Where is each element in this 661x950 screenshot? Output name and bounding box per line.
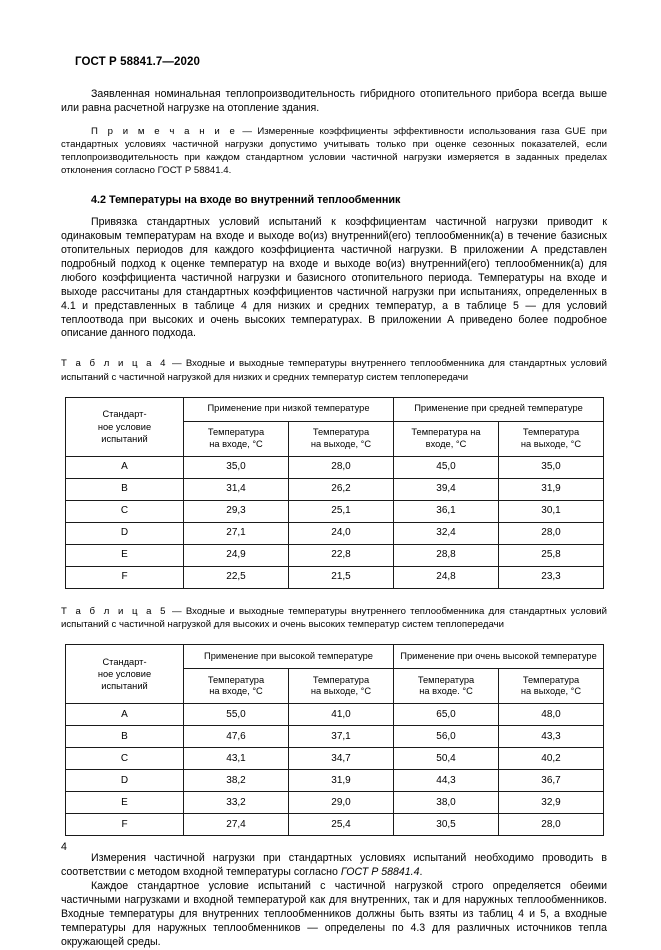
table5-group-header-high: Применение при высокой температуре: [184, 645, 394, 669]
table5-sub-1-line2: на выходе, °С: [310, 686, 372, 697]
table4-row1-condition: B: [66, 478, 184, 500]
table5-row5-condition: F: [66, 814, 184, 836]
table4-row0-col0: 35,0: [184, 456, 289, 478]
table5-sub-0-line1: Температура: [207, 674, 265, 685]
table-row: [66, 704, 604, 726]
table4-row5-col2: 24,8: [394, 566, 499, 588]
table4-row3-col1: 24,0: [289, 522, 394, 544]
table4-sub-2-line1: Температура на: [411, 427, 481, 438]
table5-caption: [61, 605, 607, 631]
table5-row1-col2: 56,0: [394, 726, 499, 748]
table4-stub-line3: испытаний: [101, 433, 148, 444]
table-row: [66, 522, 604, 544]
table4-group-header-row: [66, 397, 604, 421]
table4-row3-condition: D: [66, 522, 184, 544]
table4-caption-label: Т а б л и ц а 4: [61, 358, 168, 370]
table5-sub-header-3: [499, 669, 604, 704]
intro-paragraph: Заявленная номинальная теплопроизводительность гибридного отопительного прибора всегда выше или равна расчетной нагрузке на отопление здания.: [61, 88, 607, 114]
table5-sub-2-line1: Температура: [417, 674, 475, 685]
table4-row1-col2: 39,4: [394, 478, 499, 500]
table5-sub-header-2: [394, 669, 499, 704]
note-dash: —: [237, 125, 258, 137]
table4-row5-col3: 23,3: [499, 566, 604, 588]
table4-row1-col3: 31,9: [499, 478, 604, 500]
table4-row5-col0: 22,5: [184, 566, 289, 588]
closing-p1-after: .: [419, 866, 423, 879]
table4-sub-0-line2: на входе, °С: [209, 438, 263, 449]
table5-row0-col2: 65,0: [394, 704, 499, 726]
table5-row2-condition: C: [66, 748, 184, 770]
closing-p1-before: Измерения частичной нагрузки при стандартных условиях испытаний необходимо проводить в соответствии с методом входной температуры согласно: [61, 852, 607, 879]
table4-sub-1-line1: Температура: [312, 427, 370, 438]
table5-row3-col3: 36,7: [499, 770, 604, 792]
note-label: П р и м е ч а н и е: [91, 125, 238, 137]
table5-group-header-row: [66, 645, 604, 669]
table4-row2-col1: 25,1: [289, 500, 394, 522]
table5-row5-col0: 27,4: [184, 814, 289, 836]
table-row: [66, 456, 604, 478]
table-4: [65, 397, 604, 589]
table-row: [66, 566, 604, 588]
table4-row2-col3: 30,1: [499, 500, 604, 522]
page-number: 4: [61, 841, 67, 853]
table-5: [65, 644, 604, 836]
table4-stub-line1: Стандарт-: [102, 409, 147, 420]
note-paragraph: [61, 125, 607, 177]
table4-row4-condition: E: [66, 544, 184, 566]
table5-row2-col2: 50,4: [394, 748, 499, 770]
table4-sub-1-line2: на выходе, °С: [310, 438, 372, 449]
table5-row4-col2: 38,0: [394, 792, 499, 814]
table5-row5-col3: 28,0: [499, 814, 604, 836]
table4-sub-header-3: [499, 421, 604, 456]
table5-row0-condition: A: [66, 704, 184, 726]
table4-group-header-mid: Применение при средней температуре: [394, 397, 604, 421]
table4-caption-dash: —: [167, 358, 186, 370]
table5-row4-condition: E: [66, 792, 184, 814]
table-row: [66, 726, 604, 748]
table5-row4-col0: 33,2: [184, 792, 289, 814]
table4-sub-2-line2: входе, °С: [425, 438, 467, 449]
table5-row3-col1: 31,9: [289, 770, 394, 792]
table4-row0-col2: 45,0: [394, 456, 499, 478]
table5-row2-col1: 34,7: [289, 748, 394, 770]
table5-row3-col2: 44,3: [394, 770, 499, 792]
table4-group-header-low: Применение при низкой температуре: [184, 397, 394, 421]
table5-sub-0-line2: на входе, °С: [209, 686, 263, 697]
table5-row1-col1: 37,1: [289, 726, 394, 748]
table-row: [66, 500, 604, 522]
table4-stub-line2: ное условие: [97, 421, 152, 432]
table5-row0-col3: 48,0: [499, 704, 604, 726]
table4-row2-col2: 36,1: [394, 500, 499, 522]
table5-sub-1-line1: Температура: [312, 674, 370, 685]
table4-row4-col2: 28,8: [394, 544, 499, 566]
table4-row3-col0: 27,1: [184, 522, 289, 544]
table5-row2-col3: 40,2: [499, 748, 604, 770]
section-paragraph: Привязка стандартных условий испытаний к коэффициентам частичной нагрузки приводит к одинаковым температурам на входе и выходе во(из) внутренний(его) теплообменник(а) в течение базисных отопительных периодов для каждого коэффициента частичной нагрузки. В приложении А представлен подробный подход к оценке температур на входе и выходе во(из) внутренний(его) теплообменник(а) для любого коэффициента частичной нагрузки и базисного отопительного периода. Температуры на входе и выходе рассчитаны для стандартных коэффициентов частичной нагрузки при испытаниях, определенных в 4.1 и представленных в таблице 4 для низких и средних температур, а в таблице 5 — для условий теплоотвода при высоких и очень высоких температурах. В приложении А приведено более подробное описание данного подхода.: [61, 216, 607, 340]
table4-caption-text: Входные и выходные температуры внутреннего теплообменника для стандартных условий испытаний с частичной нагрузкой для низких и средних температур систем теплопередачи: [61, 358, 607, 383]
table4-row1-col1: 26,2: [289, 478, 394, 500]
closing-paragraph-1: [61, 852, 607, 880]
table5-stub-line1: Стандарт-: [102, 656, 147, 667]
table4-sub-header-0: [184, 421, 289, 456]
table5-row1-col0: 47,6: [184, 726, 289, 748]
table5-stub-line3: испытаний: [101, 681, 148, 692]
table5-caption-text: Входные и выходные температуры внутреннего теплообменника для стандартных условий испытаний с частичной нагрузкой для высоких и очень высоких температур систем теплопередачи: [61, 605, 607, 630]
table5-sub-header-0: [184, 669, 289, 704]
table-row: [66, 792, 604, 814]
table4-row3-col2: 32,4: [394, 522, 499, 544]
table-row: [66, 770, 604, 792]
table-row: [66, 544, 604, 566]
table4-stub-header: [66, 397, 184, 456]
closing-paragraph-2: Каждое стандартное условие испытаний с частичной нагрузкой строго определяется обеими частичными нагрузками и входной температурой как для внутренних, так и для наружных теплообменников. Входные температуры для внутренних теплообменников должны быть взяты из таблиц 4 и 5, а входные температуры для наружных теплообменников — определены по 4.3 для различных источников тепла окружающей среды.: [61, 879, 607, 948]
table5-caption-label: Т а б л и ц а 5: [61, 605, 168, 617]
table5-sub-header-1: [289, 669, 394, 704]
table4-sub-3-line1: Температура: [522, 427, 580, 438]
table4-sub-header-1: [289, 421, 394, 456]
table4-caption: [61, 357, 607, 383]
table5-row4-col1: 29,0: [289, 792, 394, 814]
page-content: [61, 88, 607, 950]
table4-sub-0-line1: Температура: [207, 427, 265, 438]
section-heading: 4.2 Температуры на входе во внутренний теплообменник: [91, 194, 401, 207]
table5-row5-col1: 25,4: [289, 814, 394, 836]
table-row: [66, 748, 604, 770]
table4-row5-col1: 21,5: [289, 566, 394, 588]
table4-row0-col1: 28,0: [289, 456, 394, 478]
table5-group-header-veryhigh: Применение при очень высокой температуре: [394, 645, 604, 669]
table5-sub-2-line2: на входе. °С: [419, 686, 473, 697]
page-header: ГОСТ Р 58841.7—2020: [75, 56, 200, 68]
table5-row0-col1: 41,0: [289, 704, 394, 726]
table5-stub-header: [66, 645, 184, 704]
table4-row0-col3: 35,0: [499, 456, 604, 478]
table4-sub-3-line2: на выходе, °С: [520, 438, 582, 449]
table4-row0-condition: A: [66, 456, 184, 478]
table4-row2-col0: 29,3: [184, 500, 289, 522]
table4-row5-condition: F: [66, 566, 184, 588]
table4-sub-header-2: [394, 421, 499, 456]
table5-row2-col0: 43,1: [184, 748, 289, 770]
table5-sub-3-line2: на выходе, °С: [520, 686, 582, 697]
table4-row4-col0: 24,9: [184, 544, 289, 566]
table5-row4-col3: 32,9: [499, 792, 604, 814]
table-row: [66, 478, 604, 500]
table4-row3-col3: 28,0: [499, 522, 604, 544]
table4-row2-condition: C: [66, 500, 184, 522]
table5-row3-condition: D: [66, 770, 184, 792]
table5-row1-col3: 43,3: [499, 726, 604, 748]
table4-row4-col3: 25,8: [499, 544, 604, 566]
table5-row3-col0: 38,2: [184, 770, 289, 792]
closing-p1-standard-ref: ГОСТ Р 58841.4: [340, 866, 420, 879]
table5-row1-condition: B: [66, 726, 184, 748]
table5-stub-line2: ное условие: [97, 668, 152, 679]
table5-sub-3-line1: Температура: [522, 674, 580, 685]
table5-caption-dash: —: [167, 605, 186, 617]
table-row: [66, 814, 604, 836]
table4-row4-col1: 22,8: [289, 544, 394, 566]
table4-row1-col0: 31,4: [184, 478, 289, 500]
table5-row5-col2: 30,5: [394, 814, 499, 836]
note-text: Измеренные коэффициенты эффективности использования газа GUE при стандартных условиях частичной нагрузки допустимо учитывать только при оценке сезонных показателей, если теплопроизводительность при каждом стандартном условии частичной нагрузки измеряется в заданных пределах отклонения согласно ГОСТ Р 58841.4.: [61, 125, 607, 177]
table5-row0-col0: 55,0: [184, 704, 289, 726]
